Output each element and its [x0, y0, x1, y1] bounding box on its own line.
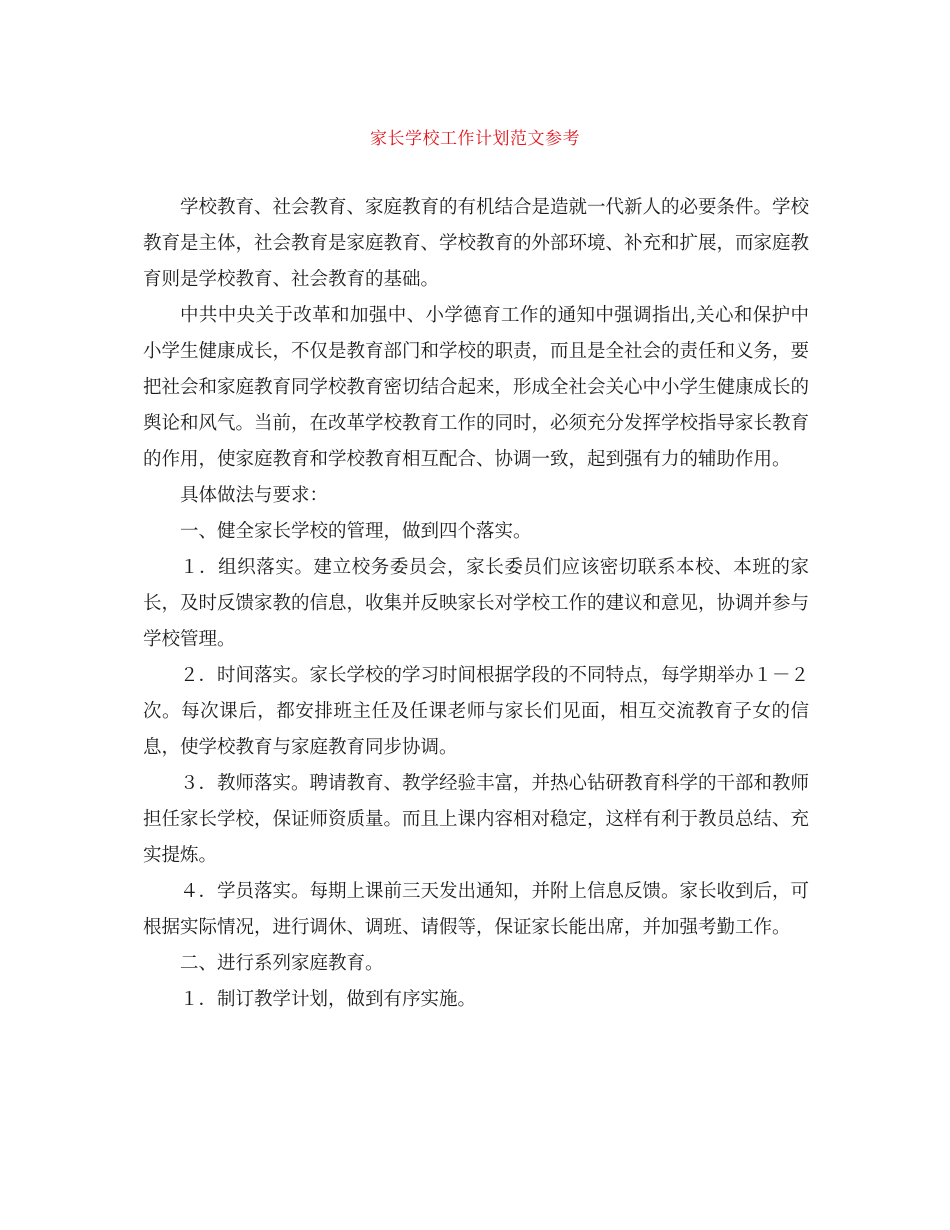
document-body [143, 190, 809, 1018]
paragraph-organization: １．组织落实。建立校务委员会，家长委员们应该密切联系本校、本班的家长，及时反馈家教的信息，收集并反映家长对学校工作的建议和意见，协调并参与学校管理。 [143, 557, 810, 650]
document-title: 家长学校工作计划范文参考 [370, 129, 580, 149]
paragraph-time: ２．时间落实。家长学校的学习时间根据学段的不同特点，每学期举办１－２次。每次课后，都安排班主任及任课老师与家长们见面，相互交流教育子女的信息，使学校教育与家庭教育同步协调。 [143, 665, 810, 758]
paragraph-teachers: ３．教师落实。聘请教育、教学经验丰富，并热心钻研教育科学的干部和教师担任家长学校，保证师资质量。而且上课内容相对稳定，这样有利于教员总结、充实提炼。 [143, 773, 810, 866]
paragraph-requirements-heading: 具体做法与要求： [180, 485, 329, 506]
paragraph-teaching-plan: １．制订教学计划，做到有序实施。 [180, 989, 477, 1010]
paragraph-intro: 学校教育、社会教育、家庭教育的有机结合是造就一代新人的必要条件。学校教育是主体，社会教育是家庭教育、学校教育的外部环境、补充和扩展，而家庭教育则是学校教育、社会教育的基础。 [143, 197, 810, 290]
paragraph-students: ４．学员落实。每期上课前三天发出通知，并附上信息反馈。家长收到后，可根据实际情况，进行调休、调班、请假等，保证家长能出席，并加强考勤工作。 [143, 881, 810, 938]
section-heading-management: 一、健全家长学校的管理，做到四个落实。 [180, 521, 532, 542]
paragraph-central-notice: 中共中央关于改革和加强中、小学德育工作的通知中强调指出,关心和保护中小学生健康成长，不仅是教育部门和学校的职责，而且是全社会的责任和义务，要把社会和家庭教育同学校教育密切结合起来，形成全社会关心中小学生健康成长的舆论和风气。当前，在改革学校教育工作的同时，必须充分发挥学校指导家长教育的作用，使家庭教育和学校教育相互配合、协调一致，起到强有力的辅助作用。 [143, 305, 810, 470]
section-heading-family-education: 二、进行系列家庭教育。 [180, 953, 384, 974]
